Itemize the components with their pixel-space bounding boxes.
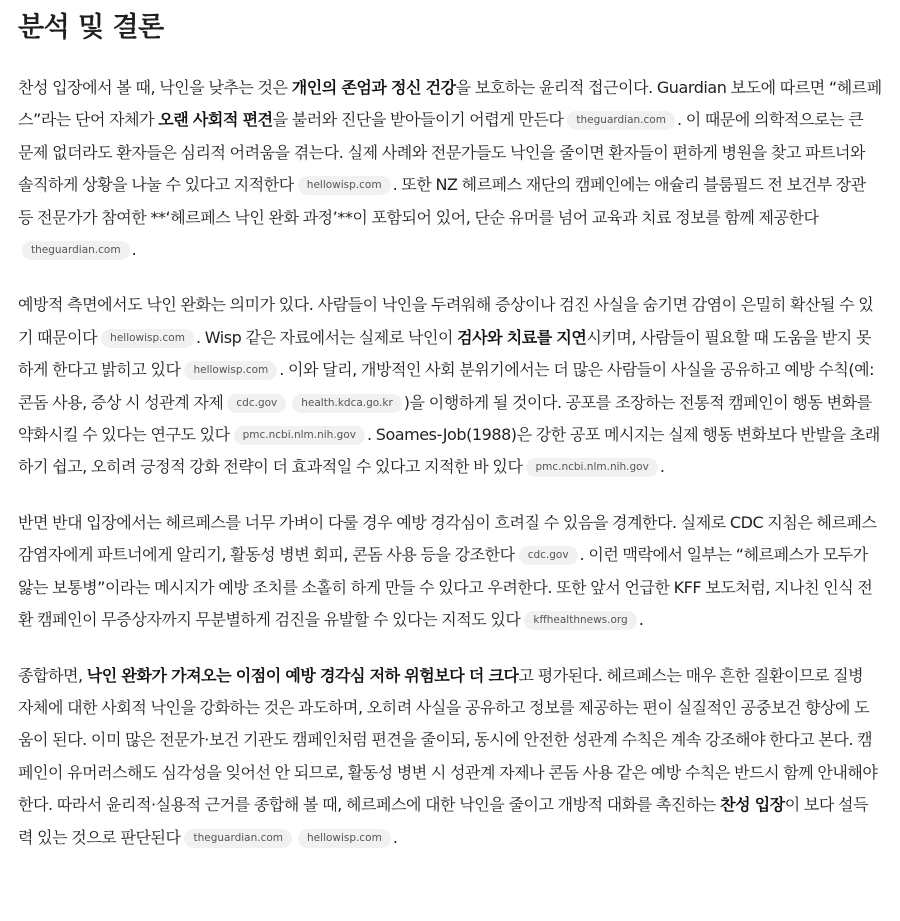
citation-chip[interactable]: pmc.ncbi.nlm.nih.gov (234, 426, 365, 445)
citation-chip[interactable]: theguardian.com (22, 241, 130, 260)
citation-chip[interactable]: hellowisp.com (298, 829, 391, 848)
paragraph-1 (18, 72, 882, 266)
bold-emphasis: 오랜 사회적 편견 (158, 110, 273, 130)
paragraph-text: 시키며, 사람들이 필요할 때 도움을 받지 못하게 한다고 밝히고 있다 (18, 327, 871, 380)
citation-chip[interactable]: hellowisp.com (101, 329, 194, 348)
paragraph-text: . 이런 맥락에서 일부는 “헤르페스가 모두가 앓는 보통병”이라는 메시지가 예방 조치를 소홀히 하게 만들 수 있다고 우려한다. 또한 앞서 언급한 KFF 보도처럼, 지나친 인식 전환 캠페인이 무증상자까지 무분별하게 검진을 유발할 수 있다는 지적도 있다 (18, 545, 873, 630)
paragraph-2 (18, 289, 882, 483)
paragraph-text: 을 불러와 진단을 받아들이기 어렵게 만든다 (272, 110, 564, 130)
citation-chip[interactable]: cdc.gov (227, 394, 286, 413)
paragraph-text: 종합하면, (18, 665, 87, 685)
paragraph-text: . 이 때문에 의학적으로는 큰 문제 없더라도 환자들은 심리적 어려움을 겪는다. 실제 사례와 전문가들도 낙인을 줄이면 환자들이 편하게 병원을 찾고 파트너와 솔직하게 상황을 나눌 수 있다고 지적한다 (18, 110, 865, 195)
paragraph-text: . (659, 457, 665, 477)
paragraph-text: )을 이행하게 될 것이다. 공포를 조장하는 전통적 캠페인이 행동 변화를 약화시킬 수 있다는 연구도 있다 (18, 392, 872, 445)
bold-emphasis: 낙인 완화가 가져오는 이점이 예방 경각심 저하 위험보다 더 크다 (86, 665, 519, 685)
paragraph-text: 찬성 입장에서 볼 때, 낙인을 낮추는 것은 (18, 78, 292, 97)
bold-emphasis: 찬성 입장 (720, 795, 785, 815)
citation-chip[interactable]: theguardian.com (184, 829, 292, 848)
citation-chip[interactable]: hellowisp.com (184, 361, 277, 380)
citation-chip[interactable]: health.kdca.go.kr (292, 394, 402, 413)
citation-chip[interactable]: hellowisp.com (298, 176, 391, 195)
paragraph-text: . (638, 610, 644, 630)
paragraph-text: . Wisp 같은 자료에서는 실제로 낙인이 (195, 327, 458, 347)
paragraph-text: . Soames-Job(1988)은 강한 공포 메시지는 실제 행동 변화보다 반발을 초래하기 쉽고, 오히려 긍정적 강화 전략이 더 효과적일 수 있다고 지적한 바 있다 (18, 425, 880, 477)
paragraph-text: 예방적 측면에서도 낙인 완화는 의미가 있다. 사람들이 낙인을 두려워해 증상이나 검진 사실을 숨기면 감염이 은밀히 확산될 수 있기 때문이다 (18, 295, 874, 347)
paragraph-3 (18, 507, 882, 637)
paragraph-text: . 또한 NZ 헤르페스 재단의 캠페인에는 애슐리 블룸필드 전 보건부 장관 등 전문가가 참여한 **‘헤르페스 낙인 완화 과정’**이 포함되어 있어, 단순 유머를 넘어 교육과 치료 정보를 함께 제공한다 (18, 175, 866, 227)
paragraph-text: 이 보다 설득력 있는 것으로 판단된다 (18, 795, 869, 847)
bold-emphasis: 검사와 치료를 지연 (457, 327, 587, 347)
paragraph-text: . (392, 827, 398, 847)
paragraph-text: . 이와 달리, 개방적인 사회 분위기에서는 더 많은 사람들이 사실을 공유하고 예방 수칙(예: 콘돔 사용, 증상 시 성관계 자제 (18, 360, 875, 412)
citation-chip[interactable]: theguardian.com (567, 111, 675, 130)
paragraph-text: . (131, 240, 137, 260)
citation-chip[interactable]: pmc.ncbi.nlm.nih.gov (526, 458, 657, 477)
paragraph-text: 반면 반대 입장에서는 헤르페스를 너무 가벼이 다룰 경우 예방 경각심이 흐려질 수 있음을 경계한다. 실제로 CDC 지침은 헤르페스 감염자에게 파트너에게 알리기, 활동성 병변 회피, 콘돔 사용 등을 강조한다 (18, 512, 877, 565)
bold-emphasis: 개인의 존엄과 정신 건강 (291, 78, 456, 97)
citation-chip[interactable]: cdc.gov (519, 546, 578, 565)
paragraph-text: 고 평가된다. 헤르페스는 매우 흔한 질환이므로 질병 자체에 대한 사회적 낙인을 강화하는 것은 과도하며, 오히려 사실을 공유하고 정보를 제공하는 편이 실질적인 공중보건 향상에 도움이 된다. 이미 많은 전문가·보건 기관도 캠페인처럼 편견을 줄이되, 동시에 안전한 성관계 수칙은 계속 강조해야 한다고 본다. 캠페인이 유머러스해도 심각성을 잊어선 안 되므로, 활동성 병변 시 성관계 자제나 콘돔 사용 같은 예방 수칙은 반드시 함께 안내해야 한다. 따라서 윤리적·실용적 근거를 종합해 볼 때, 헤르페스에 대한 낙인을 줄이고 개방적 대화를 촉진하는 (18, 665, 878, 815)
citation-chip[interactable]: kffhealthnews.org (524, 611, 636, 630)
paragraph-4 (18, 660, 882, 854)
section-heading: 분석 및 결론 (18, 12, 164, 43)
paragraph-text: 을 보호하는 윤리적 접근이다. Guardian 보도에 따르면 “헤르페스”라는 단어 자체가 (18, 78, 882, 130)
